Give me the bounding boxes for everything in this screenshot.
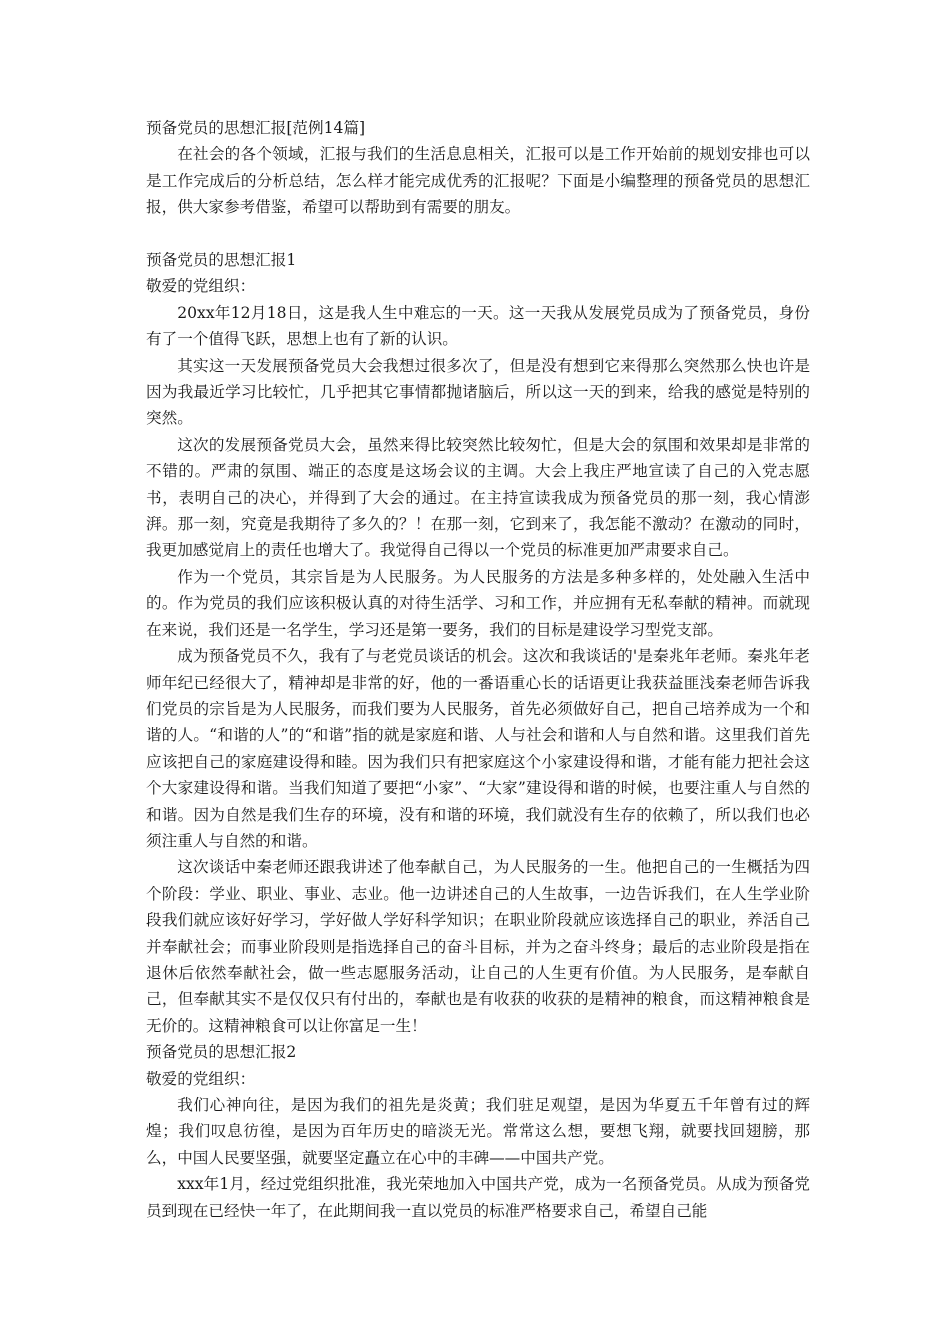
paragraph: xxx年1月，经过党组织批准，我光荣地加入中国共产党，成为一名预备党员。从成为预备党员到现在已经快一年了，在此期间我一直以党员的标准严格要求自己，希望自己能 (146, 1175, 810, 1220)
paragraph: 成为预备党员不久，我有了与老党员谈话的机会。这次和我谈话的'是秦兆年老师。秦兆年老师年纪已经很大了，精神却是非常的好，他的一番语重心长的话语更让我获益匪浅秦老师告诉我们党员的宗旨是为人民服务，而我们要为人民服务，首先必须做好自己，把自己培养成为一个和谐的人。“和谐的人”的“和谐”指的就是家庭和谐、人与社会和谐和人与自然和谐。这里我们首先应该把自己的家庭建设得和睦。因为我们只有把家庭这个小家建设得和谐，才能有能力把社会这个大家建设得和谐。当我们知道了要把“小家”、“大家”建设得和谐的时候，也要注重人与自然的和谐。因为自然是我们生存的环境，没有和谐的环境，我们就没有生存的依赖了，所以我们也必须注重人与自然的和谐。 (146, 647, 810, 850)
paragraph: 作为一个党员，其宗旨是为人民服务。为人民服务的方法是多种多样的，处处融入生活中的。作为党员的我们应该积极认真的对待生活学、习和工作，并应拥有无私奉献的精神。而就现在来说，我们还是一名学生，学习还是第一要务，我们的目标是建设学习型党支部。 (146, 567, 810, 639)
blank-line (146, 221, 810, 247)
intro-paragraph: 在社会的各个领域，汇报与我们的生活息息相关，汇报可以是工作开始前的规划安排也可以是工作完成后的分析总结，怎么样才能完成优秀的汇报呢？下面是小编整理的预备党员的思想汇报，供大家参考借鉴，希望可以帮助到有需要的朋友。 (146, 145, 810, 217)
paragraph: 我们心神向往，是因为我们的祖先是炎黄；我们驻足观望，是因为华夏五千年曾有过的辉煌；我们叹息彷徨，是因为百年历史的暗淡无光。常常这么想，要想飞翔，就要找回翅膀，那么，中国人民要坚强，就要坚定矗立在心中的丰碑——中国共产党。 (146, 1096, 810, 1167)
document-page (146, 115, 810, 1224)
salutation-1: 敬爱的党组织： (146, 277, 256, 296)
salutation-2: 敬爱的党组织： (146, 1069, 256, 1088)
section-heading-2: 预备党员的思想汇报2 (146, 1043, 297, 1062)
paragraph: 这次谈话中秦老师还跟我讲述了他奉献自己，为人民服务的一生。他把自己的一生概括为四个阶段：学业、职业、事业、志业。他一边讲述自己的人生故事，一边告诉我们，在人生学业阶段我们就应该好好学习，学好做人学好科学知识；在职业阶段就应该选择自己的职业，养活自己并奉献社会；而事业阶段则是指选择自己的奋斗目标，并为之奋斗终身；最后的志业阶段是指在退休后依然奉献社会，做一些志愿服务活动，让自己的人生更有价值。为人民服务，是奉献自己，但奉献其实不是仅仅只有付出的，奉献也是有收获的收获的是精神的粮食，而这精神粮食是无价的。这精神粮食可以让你富足一生！ (146, 858, 810, 1035)
paragraph: 其实这一天发展预备党员大会我想过很多次了，但是没有想到它来得那么突然那么快也许是因为我最近学习比较忙，几乎把其它事情都抛诸脑后，所以这一天的到来，给我的感觉是特别的突然。 (146, 356, 810, 428)
paragraph: 20xx年12月18日，这是我人生中难忘的一天。这一天我从发展党员成为了预备党员，身份有了一个值得飞跃，思想上也有了新的认识。 (146, 303, 810, 349)
paragraph: 这次的发展预备党员大会，虽然来得比较突然比较匆忙，但是大会的氛围和效果却是非常的不错的。严肃的氛围、端正的态度是这场会议的主调。大会上我庄严地宣读了自己的入党志愿书，表明自己的决心，并得到了大会的通过。在主持宣读我成为预备党员的那一刻，我心情澎湃。那一刻，究竟是我期待了多久的？！在那一刻，它到来了，我怎能不激动？在激动的同时，我更加感觉肩上的责任也增大了。我觉得自己得以一个党员的标准更加严肃要求自己。 (146, 435, 810, 560)
document-title: 预备党员的思想汇报[范例14篇] (146, 119, 366, 137)
section-heading-1: 预备党员的思想汇报1 (146, 251, 297, 270)
